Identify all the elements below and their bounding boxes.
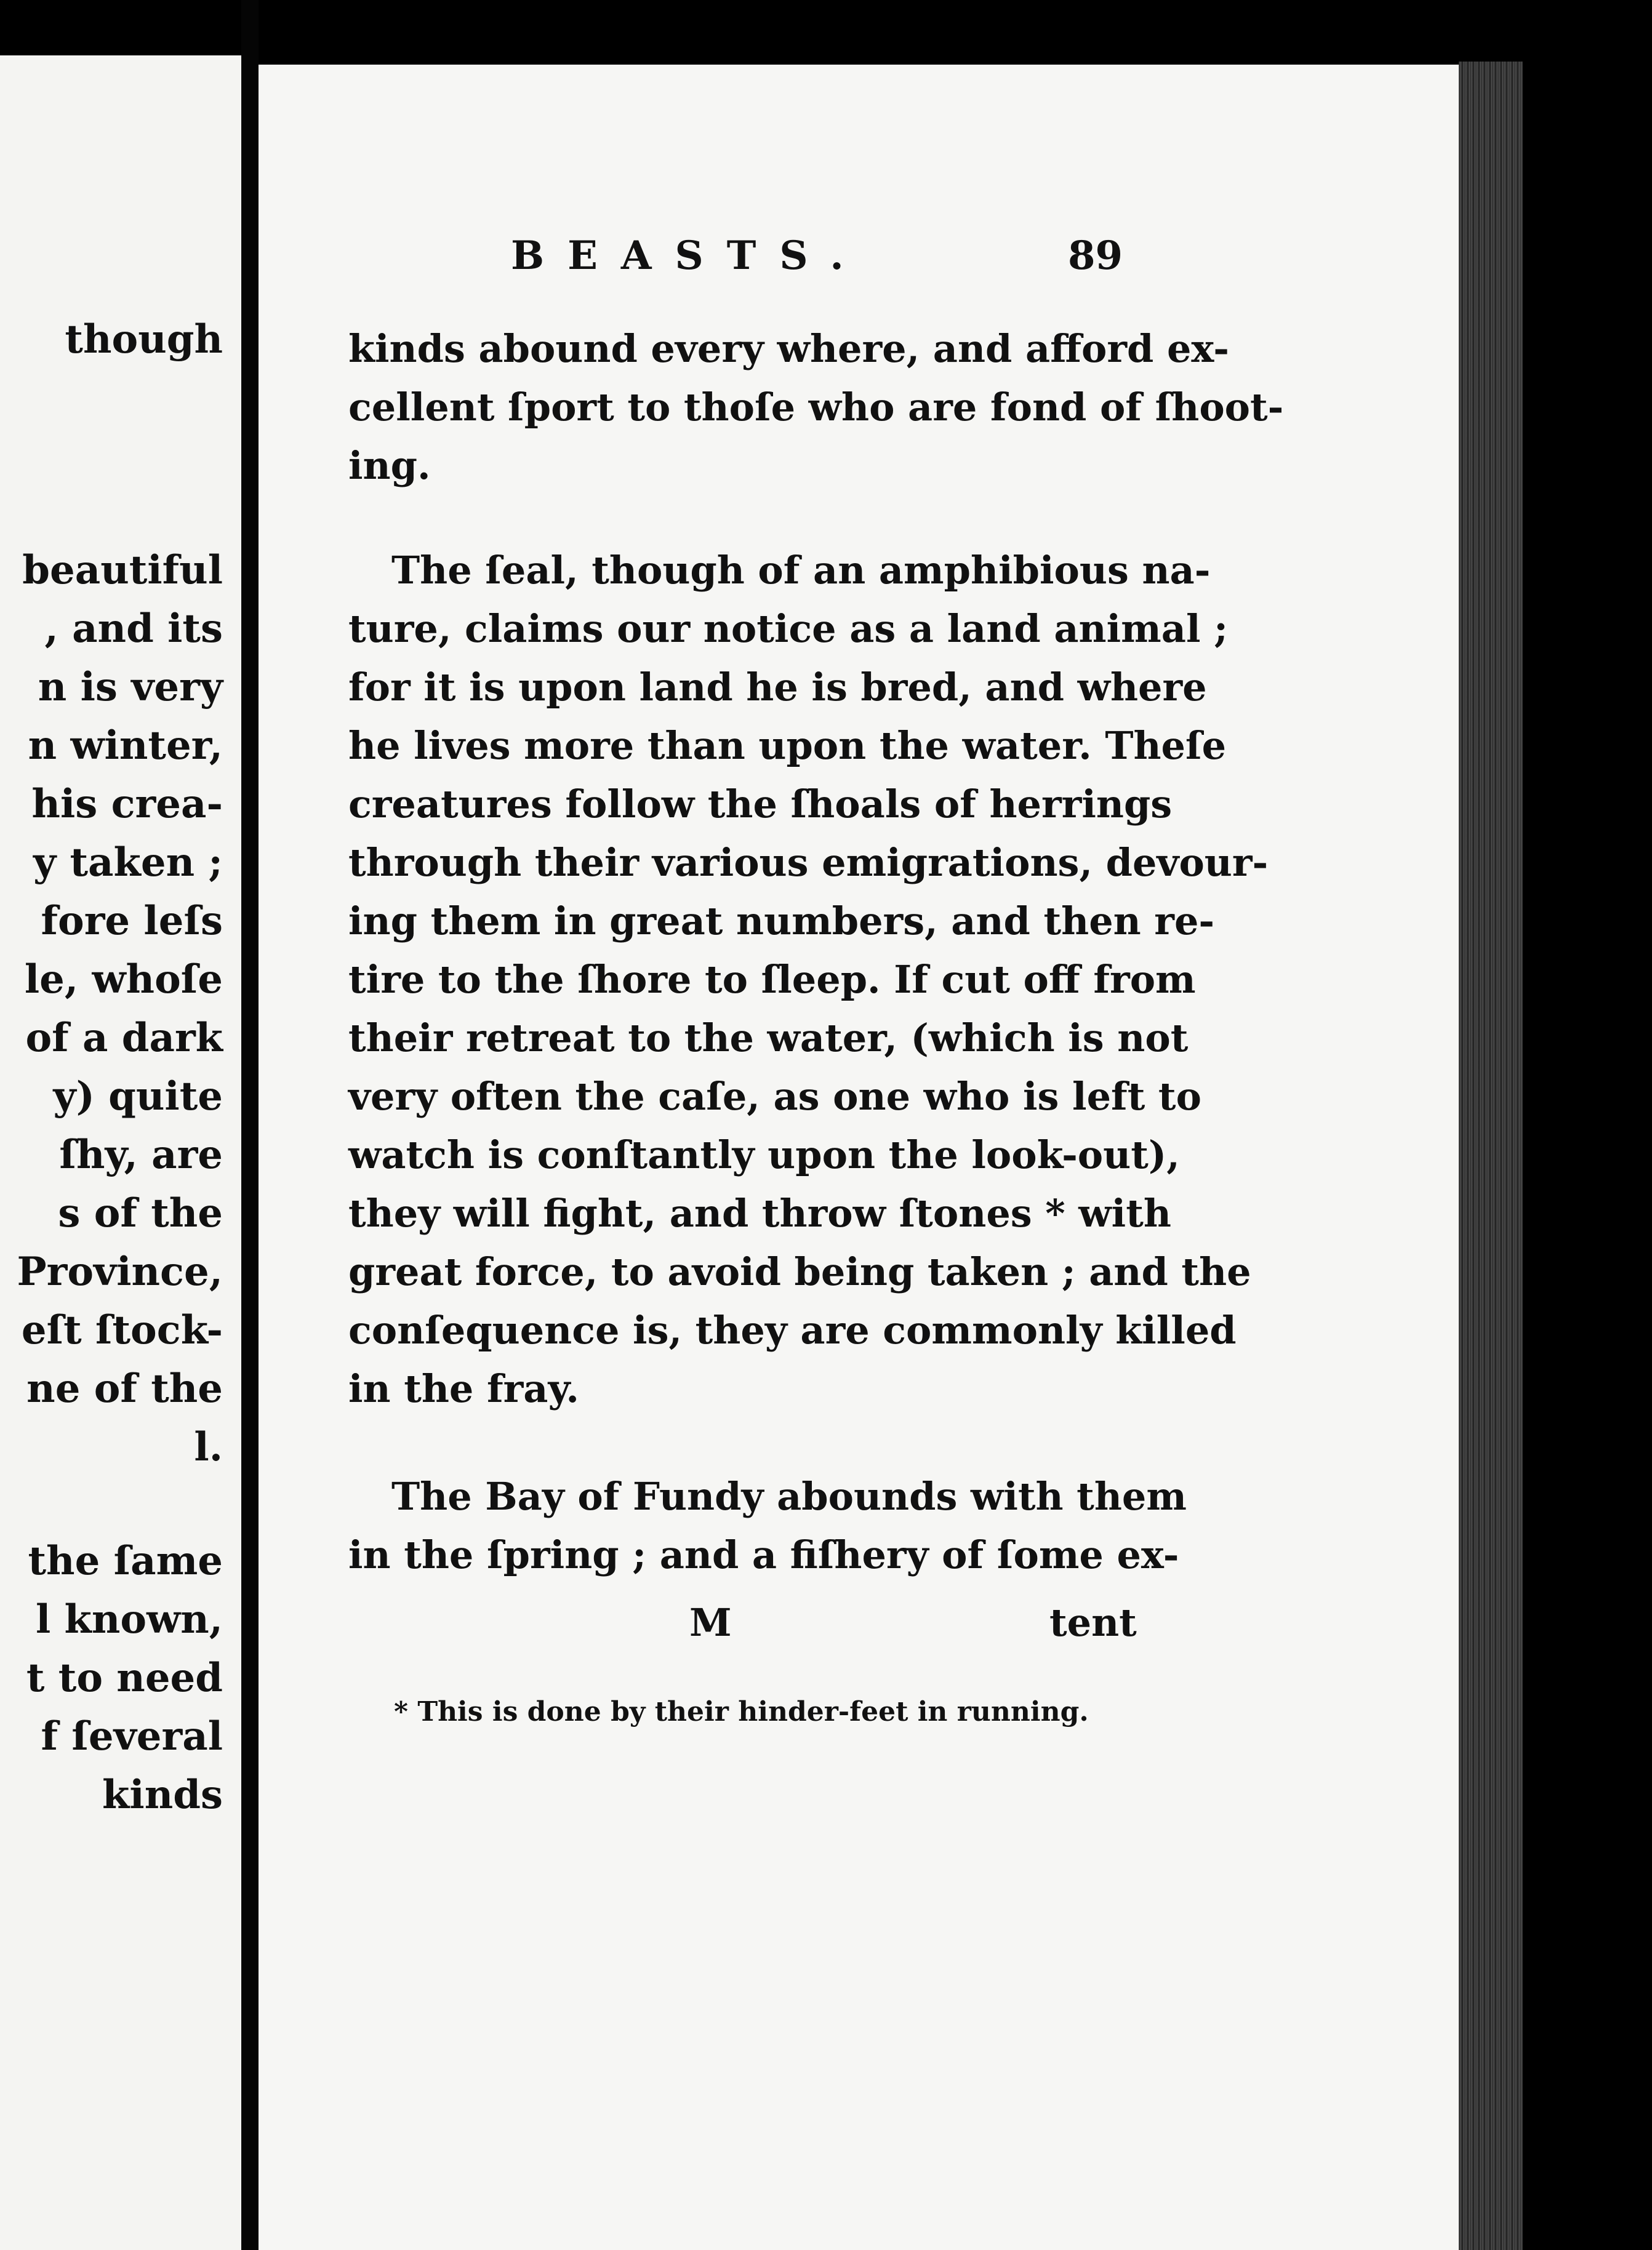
left-page [0, 55, 245, 2250]
left-line: his crea- [31, 781, 223, 827]
text-line: tire to the ſhore to ſleep. If cut off from [348, 957, 1196, 1002]
left-line: Province, [17, 1249, 223, 1295]
text-line: kinds abound every where, and afford ex- [348, 326, 1230, 371]
text-line: they will fight, and throw ſtones * with [348, 1191, 1171, 1236]
scan-border [1523, 0, 1652, 2250]
running-head: BEASTS. [511, 233, 867, 279]
footnote: * This is done by their hinder-feet in running. [394, 1696, 1089, 1728]
text-line: very often the caſe, as one who is left to [348, 1074, 1201, 1119]
catchword: tent [1049, 1600, 1137, 1645]
left-line: ſhy, are [59, 1132, 223, 1178]
page-edge [1459, 62, 1523, 2250]
text-line: ing. [348, 443, 431, 488]
text-line: in the fray. [348, 1366, 579, 1411]
left-line: n winter, [28, 723, 223, 769]
left-line: y taken ; [33, 839, 223, 886]
left-line: kinds [102, 1772, 223, 1818]
left-line: though [65, 316, 223, 362]
text-line: watch is conſtantly upon the look-out), [348, 1132, 1180, 1177]
book-gutter [241, 0, 259, 2250]
left-line: l. [194, 1424, 223, 1470]
text-line: he lives more than upon the water. Theſe [348, 723, 1227, 768]
text-line: ture, claims our notice as a land animal ; [348, 606, 1228, 651]
left-line: l known, [35, 1596, 223, 1643]
text-line: conſequence is, they are commonly killed [348, 1308, 1237, 1353]
left-line: t to need [26, 1655, 223, 1701]
text-line: The ſeal, though of an amphibious na- [391, 548, 1211, 593]
left-line: le, whoſe [24, 956, 223, 1003]
signature-mark: M [689, 1600, 732, 1645]
text-line: through their various emigrations, devour- [348, 840, 1269, 885]
left-line: the ſame [28, 1538, 223, 1584]
text-line: ing them in great numbers, and then re- [348, 899, 1215, 943]
left-line: , and its [44, 606, 223, 652]
left-line: eſt ſtock- [21, 1307, 223, 1353]
left-line: f ſeveral [41, 1713, 223, 1760]
text-line: cellent ſport to thoſe who are fond of ſhoot- [348, 385, 1284, 430]
left-line: ne of the [26, 1366, 223, 1412]
text-line: their retreat to the water, (which is not [348, 1015, 1189, 1060]
text-line: great force, to avoid being taken ; and the [348, 1249, 1251, 1294]
text-line: in the ſpring ; and a fiſhery of ſome ex- [348, 1532, 1179, 1577]
left-line: beautiful [22, 547, 223, 593]
left-line: of a dark [25, 1015, 223, 1061]
text-line: The Bay of Fundy abounds with them [391, 1474, 1187, 1519]
text-line: for it is upon land he is bred, and where [348, 665, 1207, 710]
left-line: y) quite [53, 1073, 223, 1119]
left-line: fore leſs [41, 898, 223, 944]
page-number: 89 [1068, 233, 1123, 279]
left-line: n is very [38, 664, 223, 710]
left-line: s of the [58, 1190, 223, 1236]
text-line: creatures follow the ſhoals of herrings [348, 782, 1173, 827]
